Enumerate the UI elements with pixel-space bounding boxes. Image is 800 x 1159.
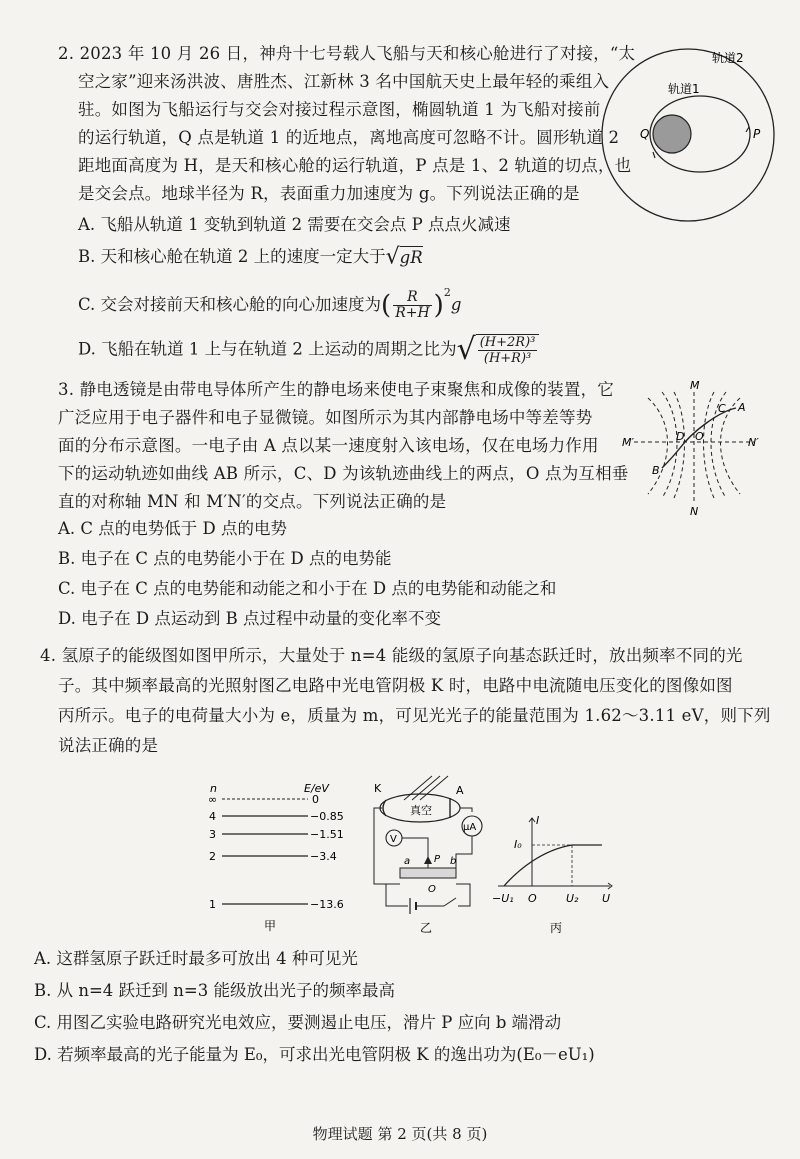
orbit-1-label: 轨道1 <box>668 82 700 96</box>
level-n: 3 <box>209 828 216 841</box>
wire <box>386 884 408 906</box>
label-b: B <box>652 464 660 477</box>
energy-axis-header: E/eV <box>304 782 329 795</box>
light-ray <box>412 776 440 800</box>
q4-option-c: C. 用图乙实验电路研究光电效应，要测遏止电压，滑片 P 应向 b 端滑动 <box>34 1013 562 1032</box>
q3-stem-line: 面的分布示意图。一电子由 A 点以某一速度射入该电场，仅在电场力作用 <box>58 436 599 455</box>
q2-option-a: A. 飞船从轨道 1 变轨到轨道 2 需要在交会点 P 点点火减速 <box>78 215 511 234</box>
sqrt-symbol: √ $\frac{\text{(H+2R)³}}{\text{(H+R)³}}$ <box>457 334 540 366</box>
level-n: 1 <box>209 898 216 911</box>
q2-option-d <box>78 334 539 366</box>
photoelectric-circuit <box>360 770 500 938</box>
q4-option-b: B. 从 n=4 跃迁到 n=3 能级放出光子的频率最高 <box>34 981 395 1000</box>
label-o: O <box>428 884 436 895</box>
i0-label: I₀ <box>514 838 522 851</box>
label-o: O <box>695 430 704 443</box>
q2-option-b-math: gR <box>399 248 423 267</box>
q3-option-a: A. C 点的电势低于 D 点的电势 <box>58 519 287 538</box>
level-energy: −1.51 <box>310 828 344 841</box>
u2-label: U₂ <box>566 892 579 905</box>
q4-stem-line: 说法正确的是 <box>58 736 159 755</box>
label-m: M <box>690 379 700 392</box>
fraction <box>393 290 431 321</box>
equipotential-diagram <box>622 378 772 518</box>
level-energy: −0.85 <box>310 810 344 823</box>
q2-stem-line: 2. 2023 年 10 月 26 日，神舟十七号载人飞船与天和核心舱进行了对接，“太 <box>58 44 636 63</box>
energy-level-diagram <box>200 778 350 938</box>
neg-u1-label: −U₁ <box>492 892 514 905</box>
q3-option-c: C. 电子在 C 点的电势能和动能之和小于在 D 点的电势能和动能之和 <box>58 579 557 598</box>
current-voltage-graph <box>490 810 620 938</box>
q2-stem-line: 距地面高度为 H，是天和核心舱的运行轨道，P 点是 1、2 轨道的切点，也 <box>78 156 632 175</box>
wire <box>456 836 472 874</box>
level-energy: 0 <box>312 793 319 806</box>
label-n: N <box>690 505 699 518</box>
q4-stem-line: 丙所示。电子的电荷量大小为 e，质量为 m，可见光光子的能量范围为 1.62～3.11 eV，则下列 <box>58 706 771 725</box>
q2-option-c-g: g <box>450 295 462 314</box>
q4-option-a: A. 这群氢原子跃迁时最多可放出 4 种可见光 <box>34 949 358 968</box>
label-a-end: a <box>404 856 411 867</box>
page-footer: 物理试题 第 2 页(共 8 页) <box>312 1125 488 1143</box>
q3-stem-line: 直的对称轴 MN 和 M′N′的交点。下列说法正确的是 <box>58 492 447 511</box>
figure-caption-jia: 甲 <box>264 919 277 933</box>
q3-option-d: D. 电子在 D 点运动到 B 点过程中动量的变化率不变 <box>58 609 441 628</box>
frac-numerator: (H+2R)³ <box>479 335 536 350</box>
level-energy: −3.4 <box>310 850 337 863</box>
q3-stem-line: 广泛应用于电子器件和电子显微镜。如图所示为其内部静电场中等差等势 <box>58 408 593 427</box>
level-n: 2 <box>209 850 216 863</box>
q4-stem-line: 子。其中频率最高的光照射图乙电路中光电管阴极 K 时，电路中电流随电压变化的图像如图 <box>58 676 733 695</box>
label-b-end: b <box>450 856 457 867</box>
sqrt-symbol: √gR <box>385 244 423 270</box>
i-u-curve <box>504 845 602 886</box>
point-p-label: P <box>753 127 761 141</box>
wire <box>456 884 470 906</box>
q4-stem-line: 4. 氢原子的能级图如图甲所示，大量处于 n=4 能级的氢原子向基态跃迁时，放出频率不同的光 <box>40 646 743 665</box>
q2-stem-line: 是交会点。地球半径为 R，表面重力加速度为 g。下列说法正确的是 <box>78 184 580 203</box>
slider-p <box>424 856 432 864</box>
equipotential-lines <box>634 392 754 504</box>
q2-option-b <box>78 246 423 269</box>
q2-option-b-text: B. 天和核心舱在轨道 2 上的速度一定大于 <box>78 247 386 266</box>
voltmeter-label: V <box>390 834 397 845</box>
wire <box>460 808 472 812</box>
frac-denominator: R+H <box>395 305 430 321</box>
label-m-prime: M′ <box>622 436 634 449</box>
frac-numerator: R <box>393 290 431 306</box>
point-q-label: Q <box>640 127 650 141</box>
q3-stem-line: 3. 静电透镜是由带电导体所产生的静电场来使电子束聚焦和成像的装置，它 <box>58 380 614 399</box>
q2-option-c: C. 交会对接前天和核心舱的向心加速度为( $\frac{R}{R+H}$ )$^2$g <box>78 286 462 321</box>
label-a: A <box>456 784 464 797</box>
n-axis-header: n <box>210 782 217 795</box>
label-c: C <box>718 402 726 415</box>
light-ray <box>404 776 432 800</box>
figure-caption-bing: 丙 <box>550 921 563 935</box>
i-axis-label: I <box>536 814 540 827</box>
label-p: P <box>434 854 441 865</box>
exponent: 2 <box>443 286 451 299</box>
label-k: K <box>374 782 382 795</box>
q2-stem-line: 的运行轨道，Q 点是轨道 1 的近地点，离地高度可忽略不计。圆形轨道 2 <box>78 128 620 147</box>
orbit-diagram <box>600 40 780 235</box>
vacuum-label: 真空 <box>410 804 432 817</box>
figure-caption-yi: 乙 <box>420 921 433 935</box>
rheostat <box>400 868 456 878</box>
orbit-2-label: 轨道2 <box>712 51 744 65</box>
origin-label: O <box>528 892 537 905</box>
microammeter-label: μA <box>463 822 477 833</box>
q2-stem-line: 空之家”迎来汤洪波、唐胜杰、江新林 3 名中国航天史上最年轻的乘组入 <box>78 72 610 91</box>
level-n: ∞ <box>208 793 218 806</box>
level-energy: −13.6 <box>310 898 344 911</box>
q2-option-d-text: D. 飞船在轨道 1 上与在轨道 2 上运动的周期之比为 <box>78 339 457 359</box>
label-a: A <box>738 401 746 414</box>
q3-option-b: B. 电子在 C 点的电势能小于在 D 点的电势能 <box>58 549 392 568</box>
q3-stem-line: 下的运动轨迹如曲线 AB 所示，C、D 为该轨迹曲线上的两点，O 点为互相垂 <box>58 464 629 483</box>
frac-denominator: (H+R)³ <box>483 351 532 366</box>
q4-option-d: D. 若频率最高的光子能量为 E₀，可求出光电管阴极 K 的逸出功为(E₀－eU₁) <box>34 1045 595 1064</box>
label-n-prime: N′ <box>748 436 759 449</box>
label-d: D <box>676 430 685 443</box>
earth-circle <box>653 115 691 153</box>
q2-stem-line: 驻。如图为飞船运行与交会对接过程示意图，椭圆轨道 1 为飞船对接前 <box>78 100 601 119</box>
switch <box>444 898 456 906</box>
q2-option-c-text: C. 交会对接前天和核心舱的向心加速度为 <box>78 295 382 314</box>
u-axis-label: U <box>602 892 611 905</box>
level-n: 4 <box>209 810 216 823</box>
fraction <box>478 335 538 366</box>
